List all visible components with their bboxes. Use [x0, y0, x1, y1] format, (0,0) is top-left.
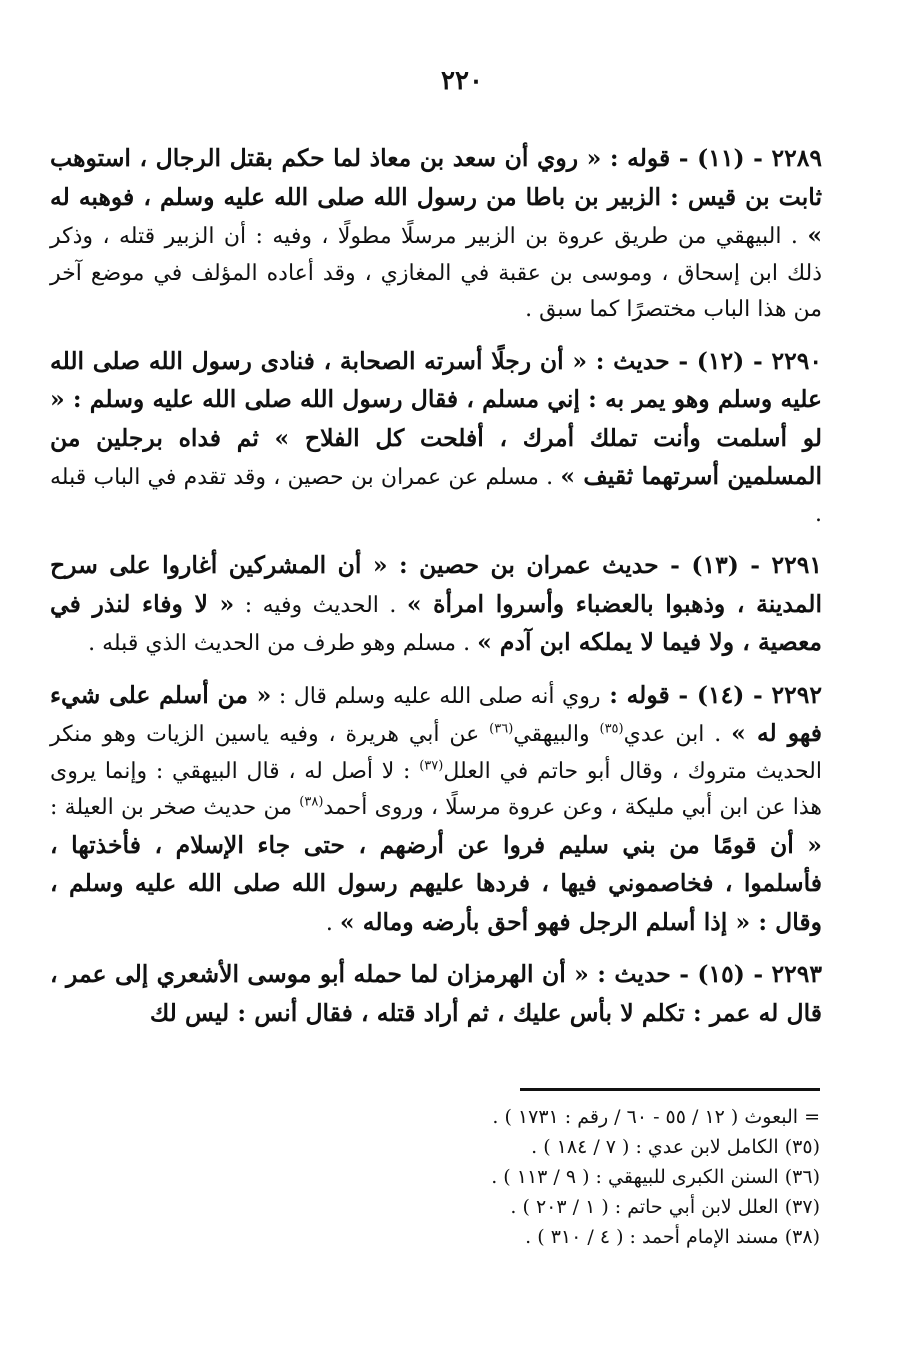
- footnote-38: (٣٨) مسند الإمام أحمد : ( ٤ / ٣١٠ ) .: [525, 1226, 820, 1248]
- entry-text-commentary: من حديث صخر بن العيلة :: [50, 795, 300, 820]
- hadith-entry-2291: [50, 547, 822, 663]
- footnote-36: (٣٦) السنن الكبرى للبيهقي : ( ٩ / ١١٣ ) .: [491, 1166, 820, 1188]
- entry-text-bold: « لا وفاء لنذر في معصية ، ولا فيما لا يملكه ابن آدم »: [50, 589, 822, 656]
- footnote-separator: [520, 1088, 820, 1091]
- entry-text-commentary: . مسلم عن عمران بن حصين ، وقد تقدم في الباب قبله .: [50, 465, 822, 527]
- entry-text-bold: ٢٢٩٢ - (١٤) - قوله :: [600, 680, 822, 709]
- entry-text-bold: ٢٢٩١ - (١٣) - حديث عمران بن حصين : « أن المشركين أغاروا على سرح المدينة ، وذهبوا بالعضباء وأسروا امرأة »: [50, 551, 822, 618]
- footnote-ref-36: (٣٦): [489, 721, 514, 737]
- footnotes: [300, 1102, 820, 1252]
- entry-text-bold: ٢٢٩٣ - (١٥) - حديث : « أن الهرمزان لما حمله أبو موسى الأشعري إلى عمر ، قال له عمر : تكلم لا بأس عليك ، ثم أراد قتله ، فقال أنس : ليس لك: [50, 960, 822, 1027]
- footnote-37: (٣٧) العلل لابن أبي حاتم : ( ١ / ٢٠٣ ) .: [510, 1196, 820, 1218]
- page-number: ٢٢٠: [441, 66, 483, 96]
- footnote-continuation: = البعوث ( ١٢ / ٥٥ - ٦٠ / رقم : ١٧٣١ ) .: [492, 1106, 820, 1128]
- footnote-35: (٣٥) الكامل لابن عدي : ( ٧ / ١٨٤ ) .: [531, 1136, 820, 1158]
- entry-text-commentary: .: [325, 910, 340, 936]
- hadith-entry-2289: [50, 140, 822, 329]
- entry-text-commentary: عن أبي هريرة ، وفيه ياسين الزيات وهو منكر الحديث متروك ، وقال أبو حاتم في العلل: [50, 722, 822, 784]
- entry-text-commentary: . ابن عدي: [623, 722, 732, 747]
- entry-text-commentary: . البيهقي من طريق عروة بن الزبير مرسلًا مطولًا ، وفيه : أن الزبير قتله ، وذكر ذلك ابن إسحاق ، وموسى بن عقبة في المغازي ، وقد أعاده المؤلف في موضع آخر من هذا الباب مختصرًا كما سبق .: [50, 224, 822, 322]
- hadith-entry-2292: [50, 677, 822, 943]
- entry-text-bold: ٢٢٩٠ - (١٢) - حديث : « أن رجلًا أسرته الصحابة ، فنادى رسول الله صلى الله عليه وسلم وهو يمر به : إني مسلم ، فقال رسول الله صلى الله عليه وسلم : « لو أسلمت وأنت تملك أمرك ، أفلحت كل الفلاح » ثم فداه برجلين من المسلمين أسرتهما ثقيف »: [50, 346, 822, 490]
- footnote-ref-35: (٣٥): [599, 721, 624, 737]
- main-text: [50, 140, 822, 1047]
- footnote-ref-38: (٣٨): [299, 794, 324, 810]
- entry-text-bold: ٢٢٨٩ - (١١) - قوله : « روي أن سعد بن معاذ لما حكم بقتل الرجال ، استوهب ثابت بن قيس : الزبير بن باطا من رسول الله صلى الله عليه وسلم ، فوهبه له »: [50, 144, 822, 249]
- entry-text-commentary: : لا أصل له ، قال البيهقي : وإنما يروى هذا عن ابن أبي مليكة ، وعن عروة مرسلًا ، وروى أحمد: [50, 758, 823, 820]
- entry-text-commentary: . الحديث وفيه :: [234, 592, 407, 618]
- entry-text-commentary: والبيهقي: [513, 722, 600, 747]
- entry-text-bold: « أن قومًا من بني سليم فروا عن أرضهم ، حتى جاء الإسلام ، فأخذتها ، فأسلموا ، فخاصموني فيها ، فردها عليهم رسول الله صلى الله عليه وسلم ، وقال : « إذا أسلم الرجل فهو أحق بأرضه وماله »: [50, 830, 822, 936]
- footnote-ref-37: (٣٧): [419, 758, 444, 774]
- entry-text-bold: « من أسلم على شيء فهو له »: [50, 680, 822, 747]
- hadith-entry-2290: [50, 343, 822, 534]
- entry-text-commentary: . مسلم وهو طرف من الحديث الذي قبله .: [88, 631, 478, 656]
- hadith-entry-2293: [50, 956, 822, 1033]
- entry-text-commentary: روي أنه صلى الله عليه وسلم قال :: [271, 683, 601, 709]
